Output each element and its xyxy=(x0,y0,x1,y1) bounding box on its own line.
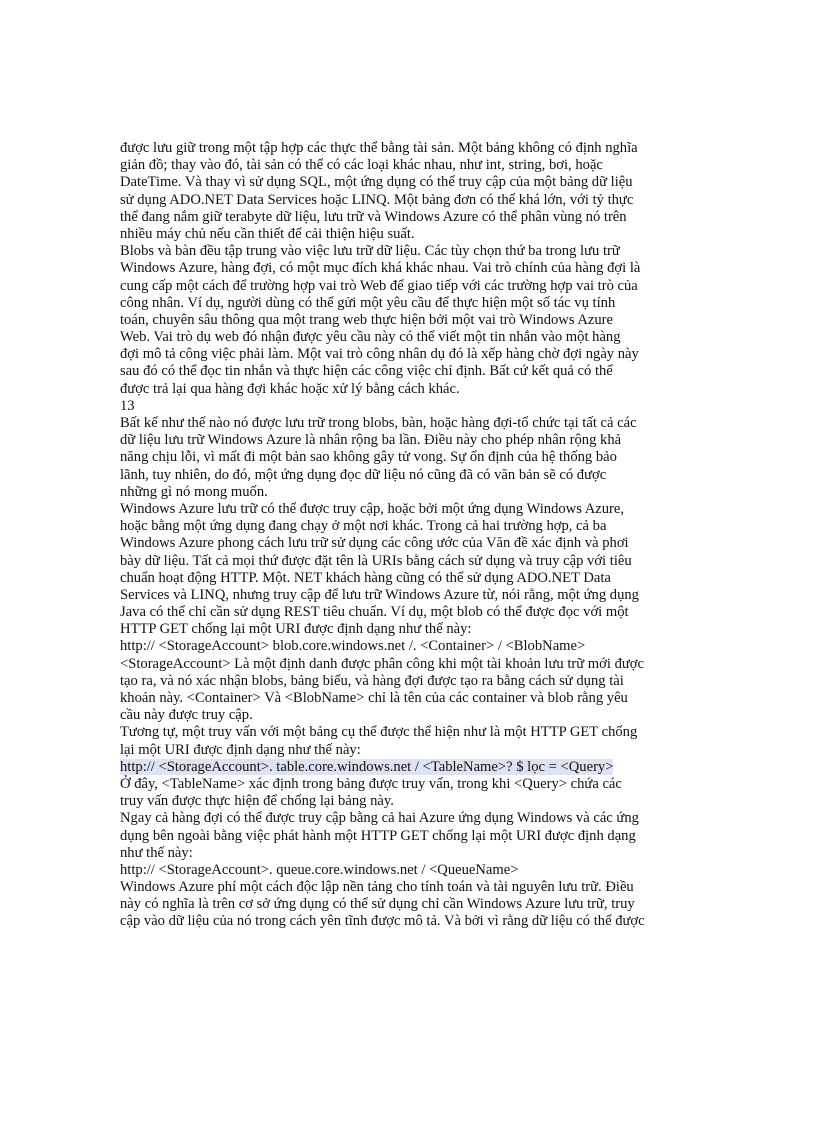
text-line: Java có thể chỉ cần sử dụng REST tiêu chuẩn. Ví dụ, một blob có thể được đọc với một xyxy=(120,604,629,621)
text-line: được trả lại qua hàng đợi khác hoặc xử lý bằng cách khác. xyxy=(120,380,460,397)
text-line: khoản này. <Container> Và <BlobName> chỉ là tên của các container và blob rằng yêu xyxy=(120,690,628,706)
text-line: Windows Azure phí một cách độc lập nền tảng cho tính toán và tài nguyên lưu trữ. Điều xyxy=(120,879,634,896)
text-line: như thế này: xyxy=(120,844,193,861)
blob-uri-line: http:// <StorageAccount> blob.core.windows.net /. <Container> / <BlobName> xyxy=(120,638,586,655)
text-line: Windows Azure phong cách lưu trữ sử dụng các công ước của Văn đề xác định và phơi xyxy=(120,535,629,552)
text-line: đợi mô tả công việc phải làm. Một vai trò công nhân dụ đó là xếp hàng chờ đợi ngày này xyxy=(120,346,639,363)
text-line: toán, chuyên sâu thông qua một trang web thực hiện bởi một vai trò Windows Azure xyxy=(120,311,614,328)
queue-uri-line: http:// <StorageAccount>. queue.core.windows.net / <QueueName> xyxy=(120,861,519,878)
text-line: lãnh, tuy nhiên, do đó, một ứng dụng đọc dữ liệu nó cũng đã có văn bản sẽ có được xyxy=(120,466,607,483)
text-line: giản đồ; thay vào đó, tài sản có thể có các loại khác nhau, như int, string, bơi, hoặc xyxy=(120,157,603,174)
page-number: 13 xyxy=(120,397,135,414)
text-line: cầu này được truy cập. xyxy=(120,707,253,724)
text-line: DateTime. Và thay vì sử dụng SQL, một ứng dụng có thể truy cập của một bảng dữ liệu xyxy=(120,174,633,191)
text-line: Tương tự, một truy vấn với một bảng cụ thể được thể hiện như là một HTTP GET chống xyxy=(120,724,638,741)
text-line: hoặc bằng một ứng dụng đang chạy ở một nơi khác. Trong cả hai trường hợp, cả ba xyxy=(120,518,607,535)
text-line: HTTP GET chống lại một URI được định dạng như thế này: xyxy=(120,621,472,638)
text-line: Ở đây, <TableName> xác định trong bảng được truy vấn, trong khi <Query> chứa các xyxy=(120,775,622,792)
text-line: những gì nó mong muốn. xyxy=(120,483,268,500)
text-line: cung cấp một cách để trường hợp vai trò Web để giao tiếp với các trường hợp vai trò của xyxy=(120,277,638,294)
text-line: Bất kể như thế nào nó được lưu trữ trong blobs, bàn, hoặc hàng đợi-tổ chức tại tất cả các xyxy=(120,415,637,431)
text-line: này có nghĩa là trên cơ sở ứng dụng có thể sử dụng chỉ cần Windows Azure lưu trữ, truy xyxy=(120,896,635,913)
text-line: Windows Azure, hàng đợi, có một mục đích khá khác nhau. Vai trò chính của hàng đợi là xyxy=(120,260,641,277)
text-line: thể đang nắm giữ terabyte dữ liệu, lưu trữ và Windows Azure có thể phân vùng nó trên xyxy=(120,208,627,225)
text-line: năng chịu lỗi, vì mất đi một bản sao không gây tử vong. Sự ổn định của hệ thống bảo xyxy=(120,449,617,466)
table-uri-line xyxy=(120,759,710,776)
text-line: dữ liệu lưu trữ Windows Azure là nhân rộng ba lần. Điều này cho phép nhân rộng khả xyxy=(120,432,622,449)
text-line: được lưu giữ trong một tập hợp các thực thể bằng tài sản. Một bảng không có định nghĩa xyxy=(120,140,638,156)
text-line: sau đó có thể đọc tin nhắn và thực hiện các công việc chỉ định. Bất cứ kết quả có thể xyxy=(120,363,613,380)
text-line: Services và LINQ, nhưng truy cập để lưu trữ Windows Azure từ, nói rằng, một ứng dụng xyxy=(120,586,639,603)
text-line: nhiều máy chủ nếu cần thiết để cải thiện hiệu suất. xyxy=(120,225,415,242)
text-line: Windows Azure lưu trữ có thể được truy cập, hoặc bởi một ứng dụng Windows Azure, xyxy=(120,500,625,517)
text-line: sử dụng ADO.NET Data Services hoặc LINQ. Một bảng đơn có thể khá lớn, với tỷ thực xyxy=(120,191,634,208)
text-line: Web. Vai trò dụ web đó nhận được yêu cầu này có thể viết một tin nhắn vào một hàng xyxy=(120,329,621,346)
text-line: lại một URI được định dạng như thế này: xyxy=(120,741,361,758)
text-line: công nhân. Ví dụ, người dùng có thể gửi một yêu cầu để thực hiện một số tác vụ tính xyxy=(120,294,616,311)
highlighted-text: http:// <StorageAccount>. table.core.windows.net / <TableName>? $ lọc = <Query> xyxy=(120,758,614,775)
text-line: tạo ra, và nó xác nhận blobs, bảng biểu, và hàng đợi được tạo ra bằng cách sử dụng tài xyxy=(120,672,624,689)
text-line: <StorageAccount> Là một định danh được phân công khi một tài khoản lưu trữ mới được xyxy=(120,655,644,672)
text-line: cập vào dữ liệu của nó trong cách yên tĩnh được mô tả. Và bởi vì rằng dữ liệu có thể được xyxy=(120,913,645,930)
text-line: Ngay cả hàng đợi có thể được truy cập bằng cả hai Azure ứng dụng Windows và các ứng xyxy=(120,810,639,827)
text-line: truy vấn được thực hiện để chống lại bảng này. xyxy=(120,793,394,810)
document-page xyxy=(120,140,710,931)
text-line: dụng bên ngoài bằng việc phát hành một HTTP GET chống lại một URI được định dạng xyxy=(120,827,636,844)
text-line: Blobs và bàn đều tập trung vào việc lưu trữ dữ liệu. Các tùy chọn thứ ba trong lưu trữ xyxy=(120,243,620,260)
text-line: chuẩn hoạt động HTTP. Một. NET khách hàng cũng có thể sử dụng ADO.NET Data xyxy=(120,569,611,586)
text-line: bày dữ liệu. Tất cả mọi thứ được đặt tên là URIs bằng cách sử dụng và truy cập với tiêu xyxy=(120,552,632,569)
